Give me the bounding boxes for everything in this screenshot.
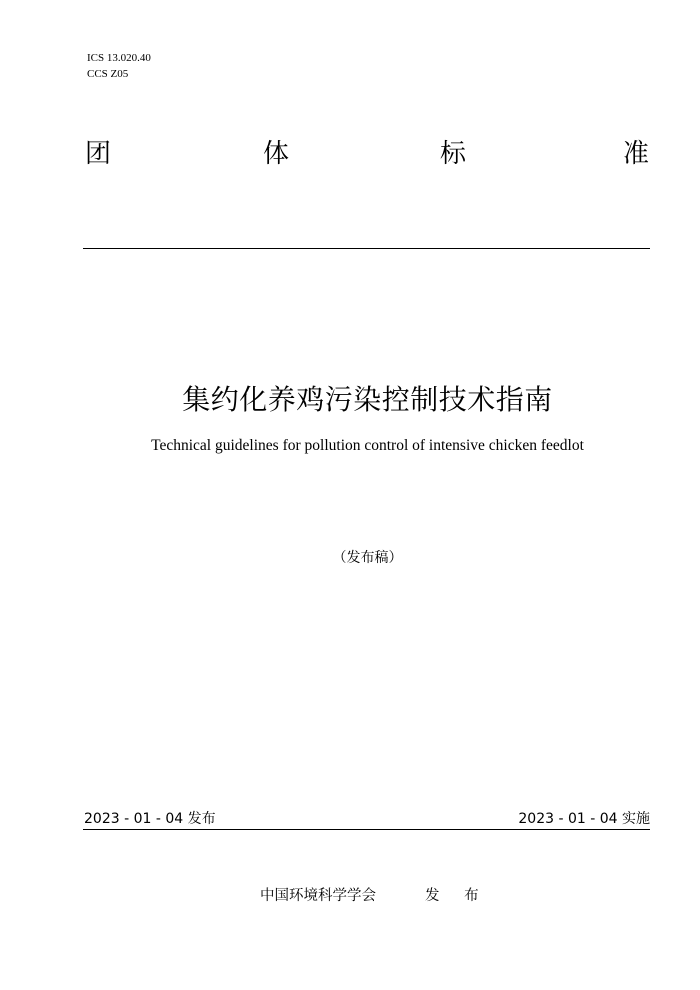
ics-code: ICS 13.020.40 [87,52,151,64]
draft-status-label: （发布稿） [332,550,403,566]
standard-kind-char: 团 [85,139,112,169]
header-divider [83,248,650,249]
english-title: Technical guidelines for pollution control of intensive chicken feedlot [151,437,584,454]
implementation-date: 2023 - 01 - 04 实施 [518,811,650,827]
publisher-name: 中国环境科学学会 [260,888,376,904]
publish-label: 发 布 [425,888,489,904]
ccs-code: CCS Z05 [87,68,129,80]
standard-kind-heading [85,136,649,172]
standard-kind-char: 准 [622,139,649,169]
classification-codes [87,50,151,82]
footer-divider [83,829,650,830]
chinese-title: 集约化养鸡污染控制技术指南 [182,383,553,416]
standard-kind-char: 标 [440,139,467,169]
standard-kind-char: 体 [263,139,290,169]
release-date: 2023 - 01 - 04 发布 [84,811,216,827]
